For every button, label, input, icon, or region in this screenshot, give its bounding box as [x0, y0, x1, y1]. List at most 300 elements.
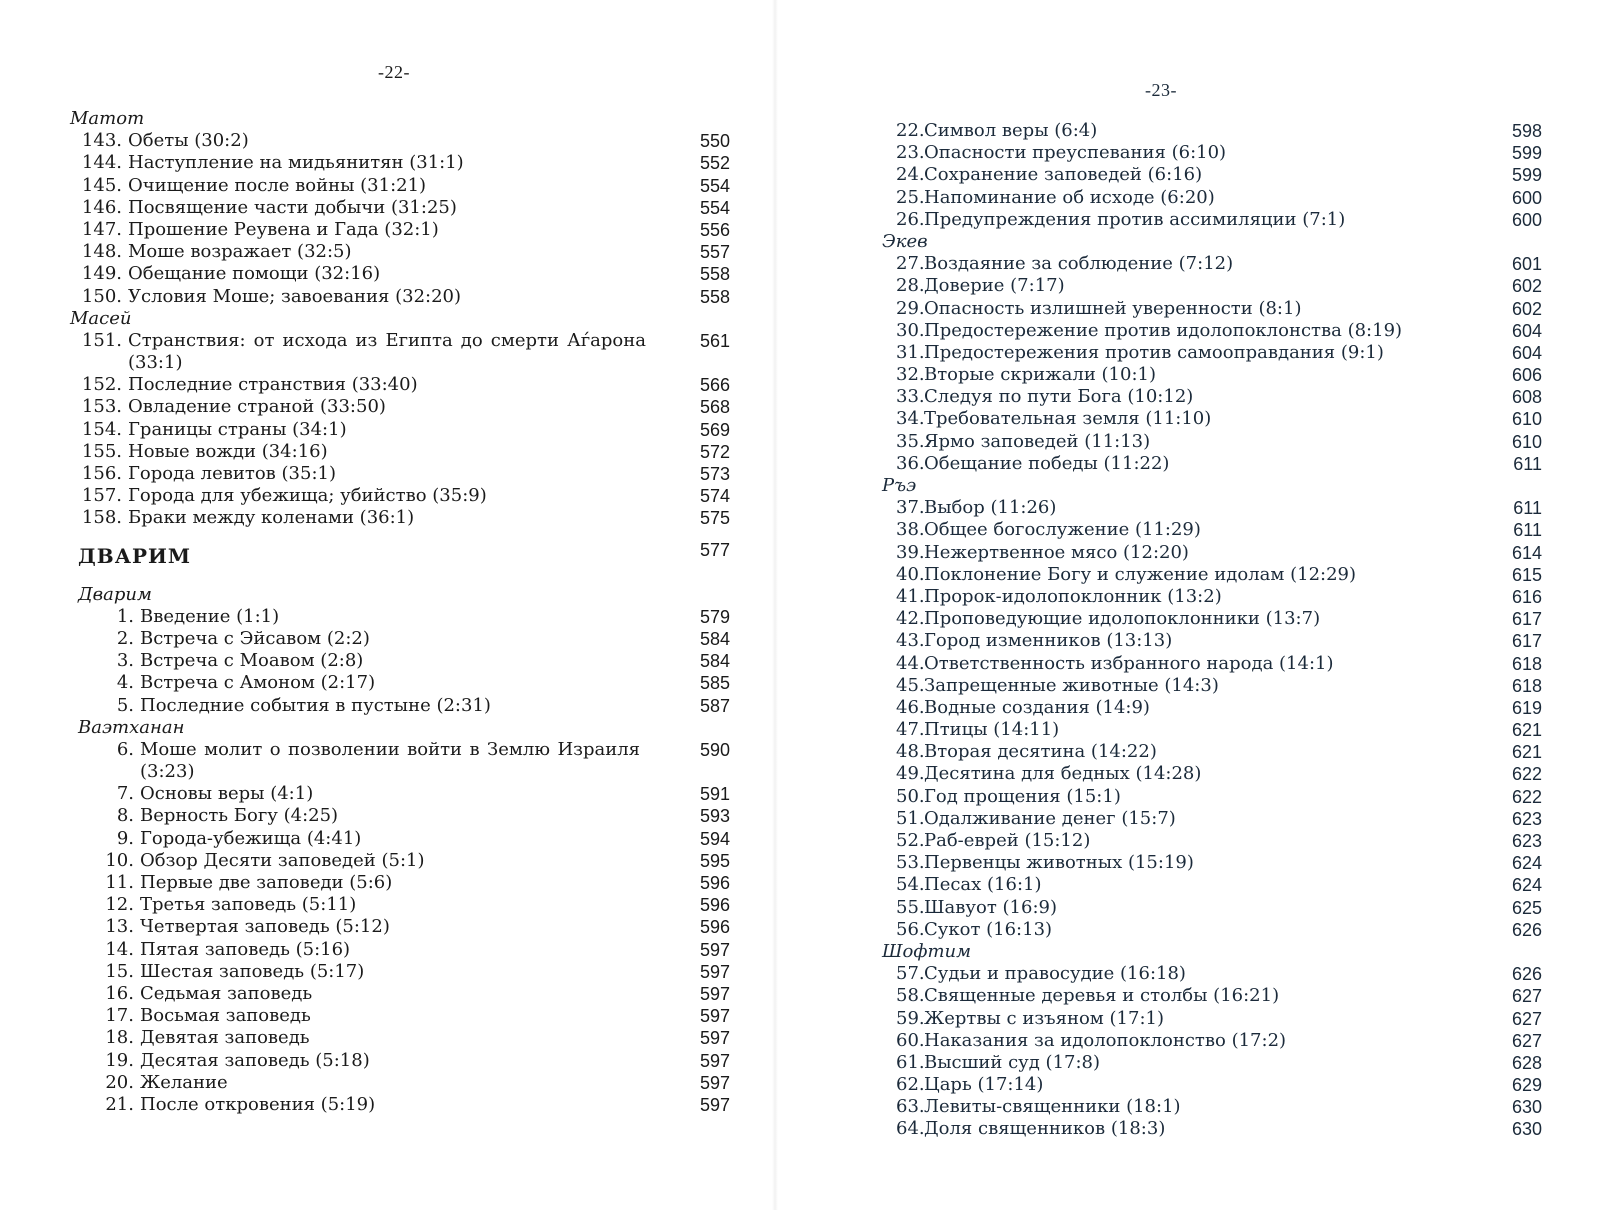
- entry-page-number: 584: [699, 651, 730, 672]
- entry-number: 145.: [81, 174, 122, 196]
- entry-page-number: 619: [1511, 697, 1542, 718]
- entry-title: Города-убежища (4:41): [140, 827, 362, 849]
- entry-page-number: 558: [699, 264, 730, 285]
- section-header: Ръэ: [882, 475, 917, 496]
- entry-page-number: 618: [1511, 675, 1542, 696]
- entry-number: 20.: [105, 1071, 134, 1093]
- entry-title: Сукот (16:13): [924, 918, 1053, 940]
- entry-title: Новые вожди (34:16): [128, 440, 328, 462]
- entry-number: 6.: [116, 738, 134, 760]
- entry-page-number: 608: [1511, 387, 1542, 408]
- toc-entry[interactable]: [896, 431, 1542, 453]
- entry-number: 42.: [896, 608, 925, 630]
- toc-entry[interactable]: [70, 130, 730, 152]
- toc-entry[interactable]: [78, 828, 730, 850]
- entry-title: Доля священников (18:3): [924, 1118, 1166, 1140]
- entry-number: 59.: [896, 1007, 925, 1029]
- entry-number: 26.: [896, 208, 925, 230]
- entry-page-number: 615: [1511, 564, 1542, 585]
- entry-page-number: 621: [1511, 742, 1542, 763]
- entry-title: Моше молит о позволении войти в Землю Израиля (3:23): [140, 738, 640, 783]
- entry-number: 35.: [896, 430, 925, 452]
- entry-page-number: 574: [699, 486, 730, 507]
- toc-entry[interactable]: [896, 697, 1542, 719]
- toc-entry[interactable]: [78, 628, 730, 650]
- entry-number: 29.: [896, 297, 925, 319]
- toc-entry[interactable]: [896, 1074, 1542, 1096]
- entry-page-number: 584: [699, 628, 730, 649]
- entry-title: Птицы (14:11): [924, 719, 1060, 741]
- toc-entry[interactable]: [896, 187, 1542, 209]
- entry-title: Водные создания (14:9): [924, 696, 1150, 718]
- entry-title: Условия Моше; завоевания (32:20): [128, 285, 462, 307]
- entry-number: 56.: [896, 918, 925, 940]
- entry-number: 22.: [896, 120, 925, 141]
- entry-page-number: 623: [1511, 831, 1542, 851]
- toc-entry[interactable]: [896, 253, 1542, 275]
- entry-number: 32.: [896, 364, 925, 386]
- toc-entry[interactable]: [78, 1094, 730, 1116]
- toc-entry[interactable]: [896, 120, 1542, 142]
- entry-page-number: 601: [1511, 254, 1542, 275]
- entry-number: 155.: [81, 440, 122, 462]
- toc-entry[interactable]: [896, 408, 1542, 430]
- toc-entry[interactable]: [896, 142, 1542, 164]
- toc-entry[interactable]: [896, 763, 1542, 785]
- entry-page-number: 624: [1511, 875, 1542, 896]
- entry-title: Ответственность избранного народа (14:1): [924, 652, 1334, 674]
- entry-title: Опасности преуспевания (6:10): [924, 142, 1227, 164]
- table-of-contents: [882, 120, 1542, 1141]
- entry-title: Обещание победы (11:22): [924, 452, 1170, 474]
- entry-number: 54.: [896, 874, 925, 896]
- entry-page-number: 566: [699, 375, 730, 396]
- entry-number: 24.: [896, 164, 925, 186]
- toc-entry[interactable]: [896, 209, 1542, 231]
- entry-page-number: 604: [1511, 320, 1542, 341]
- entry-page-number: 604: [1511, 342, 1542, 363]
- entry-page-number: 558: [699, 286, 730, 307]
- entry-title: Города для убежища; убийство (35:9): [128, 485, 487, 507]
- entry-page-number: 599: [1511, 165, 1542, 186]
- toc-entry[interactable]: [70, 419, 730, 441]
- entry-title: Пятая заповедь (5:16): [140, 938, 351, 960]
- entry-number: 52.: [896, 830, 925, 851]
- toc-entry[interactable]: [78, 650, 730, 672]
- entry-page-number: 602: [1511, 276, 1542, 297]
- toc-entry[interactable]: [896, 653, 1542, 675]
- entry-title: Предупреждения против ассимиляции (7:1): [924, 208, 1346, 230]
- entry-title: Сохранение заповедей (6:16): [924, 164, 1203, 186]
- entry-page-number: 624: [1511, 853, 1542, 874]
- section-header: Экев: [882, 230, 928, 252]
- entry-title: Овладение страной (33:50): [128, 396, 386, 418]
- entry-page-number: 552: [699, 153, 730, 174]
- entry-number: 9.: [116, 827, 134, 849]
- entry-title: Поклонение Богу и служение идолам (12:29): [924, 563, 1357, 585]
- entry-page-number: 594: [699, 828, 730, 849]
- entry-title: Верность Богу (4:25): [140, 805, 339, 827]
- entry-title: Выбор (11:26): [924, 497, 1057, 519]
- entry-page-number: 597: [699, 1006, 730, 1027]
- toc-entry[interactable]: [78, 739, 730, 783]
- toc-entry[interactable]: [896, 985, 1542, 1007]
- entry-title: Священные деревья и столбы (16:21): [924, 985, 1280, 1007]
- entry-title: Требовательная земля (11:10): [924, 408, 1212, 430]
- toc-entry[interactable]: [78, 983, 730, 1005]
- entry-title: Седьмая заповедь: [140, 982, 313, 1004]
- toc-entry[interactable]: [896, 808, 1542, 830]
- toc-entry[interactable]: [70, 263, 730, 285]
- entry-title: Судьи и правосудие (16:18): [924, 963, 1186, 985]
- entry-page-number: 610: [1511, 431, 1542, 452]
- entry-number: 7.: [116, 783, 134, 805]
- toc-entry[interactable]: [70, 330, 730, 374]
- entry-title: Песах (16:1): [924, 874, 1042, 896]
- toc-entry[interactable]: [78, 672, 730, 694]
- entry-number: 154.: [81, 418, 122, 440]
- entry-page-number: 597: [699, 1028, 730, 1049]
- entry-number: 25.: [896, 186, 925, 208]
- entry-number: 44.: [896, 652, 925, 674]
- toc-entry[interactable]: [896, 1030, 1542, 1052]
- entry-page-number: 585: [699, 673, 730, 694]
- entry-number: 36.: [896, 452, 925, 474]
- toc-entry[interactable]: [896, 608, 1542, 630]
- entry-title: Запрещенные животные (14:3): [924, 674, 1219, 696]
- toc-entry[interactable]: [78, 1050, 730, 1072]
- entry-number: 57.: [896, 963, 925, 985]
- toc-entry[interactable]: [896, 1096, 1542, 1118]
- right-page: [790, 0, 1600, 1210]
- entry-page-number: 597: [699, 1072, 730, 1093]
- entry-number: 11.: [105, 872, 134, 894]
- entry-page-number: 597: [699, 961, 730, 982]
- toc-entry[interactable]: [896, 164, 1542, 186]
- entry-page-number: 629: [1511, 1075, 1542, 1096]
- entry-page-number: 596: [699, 895, 730, 916]
- entry-page-number: 610: [1511, 409, 1542, 430]
- entry-page-number: 597: [699, 1050, 730, 1071]
- toc-entry[interactable]: [70, 197, 730, 219]
- entry-number: 63.: [896, 1096, 925, 1118]
- toc-entry[interactable]: [78, 961, 730, 983]
- entry-number: 34.: [896, 408, 925, 430]
- entry-number: 16.: [105, 982, 134, 1004]
- entry-number: 21.: [105, 1093, 134, 1115]
- entry-page-number: 623: [1511, 808, 1542, 829]
- entry-page-number: 614: [1511, 542, 1542, 563]
- toc-entry[interactable]: [896, 630, 1542, 652]
- toc-entry[interactable]: [896, 519, 1542, 541]
- entry-page-number: 602: [1511, 298, 1542, 319]
- toc-entry[interactable]: [896, 320, 1542, 342]
- toc-entry[interactable]: [896, 675, 1542, 697]
- toc-entry[interactable]: [896, 364, 1542, 386]
- entry-title: Посвящение части добычи (31:25): [128, 196, 457, 218]
- entry-number: 18.: [105, 1027, 134, 1049]
- entry-title: Желание: [140, 1071, 228, 1093]
- entry-page-number: 597: [699, 983, 730, 1004]
- toc-entry[interactable]: [78, 916, 730, 938]
- toc-entry[interactable]: [78, 695, 730, 717]
- entry-number: 153.: [81, 396, 122, 418]
- entry-title: Ярмо заповедей (11:13): [924, 430, 1151, 452]
- entry-number: 156.: [81, 463, 122, 485]
- entry-title: Встреча с Эйсавом (2:2): [140, 627, 370, 649]
- section-header: Масей: [70, 307, 132, 329]
- toc-entry[interactable]: [896, 874, 1542, 896]
- toc-entry[interactable]: [78, 805, 730, 827]
- entry-number: 46.: [896, 696, 925, 718]
- entry-page-number: 627: [1511, 1008, 1542, 1029]
- toc-entry[interactable]: [70, 396, 730, 418]
- entry-title: Встреча с Моавом (2:8): [140, 650, 364, 672]
- entry-title: Шавуот (16:9): [924, 896, 1057, 918]
- entry-number: 55.: [896, 896, 925, 918]
- entry-page-number: 622: [1511, 764, 1542, 785]
- entry-page-number: 579: [699, 606, 730, 627]
- toc-entry[interactable]: [78, 894, 730, 916]
- entry-number: 40.: [896, 563, 925, 585]
- entry-page-number: 596: [699, 873, 730, 894]
- entry-title: Год прощения (15:1): [924, 785, 1121, 807]
- book-title-text: ДВАРИМ: [78, 543, 192, 568]
- entry-number: 23.: [896, 142, 925, 164]
- entry-page-number: 600: [1511, 187, 1542, 208]
- toc-entry[interactable]: [896, 830, 1542, 852]
- entry-title: Обзор Десяти заповедей (5:1): [140, 849, 425, 871]
- toc-entry[interactable]: [896, 1008, 1542, 1030]
- entry-title: Первые две заповеди (5:6): [140, 872, 393, 894]
- section-header: Дварим: [78, 583, 152, 605]
- entry-title: Первенцы животных (15:19): [924, 852, 1194, 874]
- toc-entry[interactable]: [70, 374, 730, 396]
- entry-title: Границы страны (34:1): [128, 418, 347, 440]
- entry-number: 50.: [896, 785, 925, 807]
- entry-number: 12.: [105, 894, 134, 916]
- entry-title: Предостережения против самооправдания (9:1): [924, 341, 1384, 363]
- entry-page-number: 616: [1511, 586, 1542, 607]
- entry-page-number: 611: [1513, 520, 1542, 541]
- entry-page-number: 550: [699, 131, 730, 152]
- table-of-contents: [70, 108, 730, 1116]
- entry-page-number: 618: [1511, 653, 1542, 674]
- entry-title: Левиты-священники (18:1): [924, 1096, 1181, 1118]
- entry-page-number: 554: [699, 175, 730, 196]
- toc-entry[interactable]: [78, 1027, 730, 1049]
- entry-title: Встреча с Амоном (2:17): [140, 672, 376, 694]
- toc-entry[interactable]: [70, 485, 730, 507]
- book-title-page: 577: [699, 539, 730, 560]
- entry-title: Обещание помощи (32:16): [128, 263, 381, 285]
- entry-title: Основы веры (4:1): [140, 783, 314, 805]
- toc-entry[interactable]: [896, 386, 1542, 408]
- entry-page-number: 630: [1511, 1119, 1542, 1140]
- toc-entry[interactable]: [70, 463, 730, 485]
- toc-entry[interactable]: [78, 939, 730, 961]
- entry-title: Десятая заповедь (5:18): [140, 1049, 370, 1071]
- entry-title: Пророк-идолопоклонник (13:2): [924, 585, 1222, 607]
- entry-number: 4.: [116, 672, 134, 694]
- entry-number: 15.: [105, 960, 134, 982]
- left-page: [0, 0, 790, 1210]
- entry-title: Браки между коленами (36:1): [128, 507, 415, 529]
- entry-number: 150.: [81, 285, 122, 307]
- entry-page-number: 621: [1511, 720, 1542, 741]
- entry-page-number: 556: [699, 219, 730, 240]
- toc-entry[interactable]: [70, 441, 730, 463]
- entry-page-number: 557: [699, 242, 730, 263]
- entry-title: Моше возражает (32:5): [128, 241, 352, 263]
- toc-entry[interactable]: [896, 719, 1542, 741]
- entry-page-number: 597: [699, 1094, 730, 1115]
- entry-title: Наказания за идолопоклонство (17:2): [924, 1029, 1287, 1051]
- entry-title: Третья заповедь (5:11): [140, 894, 357, 916]
- entry-title: Обеты (30:2): [128, 130, 249, 152]
- toc-entry[interactable]: [78, 1005, 730, 1027]
- entry-title: Проповедующие идолопоклонники (13:7): [924, 608, 1321, 630]
- entry-page-number: 575: [699, 508, 730, 529]
- toc-entry[interactable]: [896, 741, 1542, 763]
- entry-number: 47.: [896, 719, 925, 741]
- toc-entry[interactable]: [896, 852, 1542, 874]
- entry-number: 8.: [116, 805, 134, 827]
- entry-number: 48.: [896, 741, 925, 763]
- book-sections: [70, 584, 730, 1117]
- toc-entry[interactable]: [896, 786, 1542, 808]
- entry-page-number: 554: [699, 197, 730, 218]
- entry-page-number: 622: [1511, 786, 1542, 807]
- toc-entry[interactable]: [78, 872, 730, 894]
- entry-number: 14.: [105, 938, 134, 960]
- entry-page-number: 626: [1511, 919, 1542, 940]
- book-title[interactable]: [70, 539, 730, 568]
- entry-title: Последние события в пустыне (2:31): [140, 694, 491, 716]
- toc-entry[interactable]: [896, 1118, 1542, 1140]
- toc-entry[interactable]: [70, 152, 730, 174]
- entry-number: 62.: [896, 1074, 925, 1096]
- toc-entry[interactable]: [896, 564, 1542, 586]
- entry-page-number: 593: [699, 806, 730, 827]
- entry-title: Предостережение против идолопоклонства (8:19): [924, 319, 1403, 341]
- toc-entry[interactable]: [896, 963, 1542, 985]
- entry-page-number: 596: [699, 917, 730, 938]
- toc-entry[interactable]: [78, 850, 730, 872]
- entry-title: Шестая заповедь (5:17): [140, 960, 365, 982]
- section-header: Ваэтханан: [78, 716, 185, 738]
- entry-page-number: 628: [1511, 1052, 1542, 1073]
- entry-title: Одалживание денег (15:7): [924, 807, 1176, 829]
- entry-number: 38.: [896, 519, 925, 541]
- toc-entry[interactable]: [896, 497, 1542, 519]
- entry-number: 143.: [81, 130, 122, 152]
- entry-title: Наступление на мидьянитян (31:1): [128, 152, 464, 174]
- entry-page-number: 573: [699, 464, 730, 485]
- entry-number: 61.: [896, 1051, 925, 1073]
- entry-number: 17.: [105, 1005, 134, 1027]
- toc-entry[interactable]: [896, 542, 1542, 564]
- entry-number: 49.: [896, 763, 925, 785]
- entry-number: 33.: [896, 386, 925, 408]
- entry-number: 2.: [116, 627, 134, 649]
- entry-page-number: 600: [1511, 209, 1542, 230]
- entry-title: Символ веры (6:4): [924, 120, 1098, 141]
- toc-entry[interactable]: [896, 275, 1542, 297]
- entry-number: 60.: [896, 1029, 925, 1051]
- toc-entry[interactable]: [896, 298, 1542, 320]
- entry-title: Город изменников (13:13): [924, 630, 1173, 652]
- toc-entry[interactable]: [896, 453, 1542, 475]
- toc-entry[interactable]: [896, 586, 1542, 608]
- section-header: Матот: [70, 108, 145, 129]
- entry-title: Странствия: от исхода из Египта до смерти Аѓарона (33:1): [128, 329, 646, 374]
- entry-title: Очищение после войны (31:21): [128, 174, 427, 196]
- entry-title: Вторые скрижали (10:1): [924, 364, 1157, 386]
- entry-number: 1.: [116, 605, 134, 627]
- entry-number: 51.: [896, 807, 925, 829]
- entry-page-number: 627: [1511, 986, 1542, 1007]
- entry-number: 53.: [896, 852, 925, 874]
- toc-entry[interactable]: [70, 507, 730, 529]
- entry-number: 144.: [81, 152, 122, 174]
- toc-entry[interactable]: [78, 1072, 730, 1094]
- entry-number: 13.: [105, 916, 134, 938]
- entry-number: 58.: [896, 985, 925, 1007]
- entry-page-number: 590: [699, 739, 730, 760]
- entry-number: 39.: [896, 541, 925, 563]
- toc-entry[interactable]: [896, 342, 1542, 364]
- entry-page-number: 561: [699, 330, 730, 351]
- entry-page-number: 626: [1511, 964, 1542, 985]
- entry-page-number: 595: [699, 850, 730, 871]
- entry-page-number: 617: [1511, 609, 1542, 630]
- entry-number: 30.: [896, 319, 925, 341]
- entry-title: Царь (17:14): [924, 1074, 1044, 1096]
- toc-entry[interactable]: [70, 286, 730, 308]
- entry-page-number: 572: [699, 441, 730, 462]
- toc-entry[interactable]: [896, 897, 1542, 919]
- entry-title: Общее богослужение (11:29): [924, 519, 1201, 541]
- entry-page-number: 606: [1511, 365, 1542, 386]
- entry-title: Введение (1:1): [140, 605, 280, 627]
- toc-entry[interactable]: [896, 1052, 1542, 1074]
- entry-number: 3.: [116, 650, 134, 672]
- entry-number: 147.: [81, 218, 122, 240]
- entry-number: 27.: [896, 253, 925, 275]
- toc-entry[interactable]: [78, 783, 730, 805]
- entry-number: 5.: [116, 694, 134, 716]
- entry-title: Напоминание об исходе (6:20): [924, 186, 1215, 208]
- entry-page-number: 568: [699, 397, 730, 418]
- toc-entry[interactable]: [896, 919, 1542, 941]
- entry-number: 19.: [105, 1049, 134, 1071]
- page-number: -22-: [378, 62, 410, 82]
- entry-title: Последние странствия (33:40): [128, 374, 418, 396]
- toc-entry[interactable]: [78, 606, 730, 628]
- entry-number: 146.: [81, 196, 122, 218]
- entry-number: 45.: [896, 674, 925, 696]
- entry-title: Восьмая заповедь: [140, 1005, 311, 1027]
- entry-title: После откровения (5:19): [140, 1093, 376, 1115]
- entry-number: 157.: [81, 485, 122, 507]
- entry-page-number: 611: [1513, 453, 1542, 474]
- toc-entry[interactable]: [70, 175, 730, 197]
- toc-entry[interactable]: [70, 219, 730, 241]
- entry-title: Прошение Реувена и Гада (32:1): [128, 218, 439, 240]
- entry-page-number: 627: [1511, 1030, 1542, 1051]
- toc-entry[interactable]: [70, 241, 730, 263]
